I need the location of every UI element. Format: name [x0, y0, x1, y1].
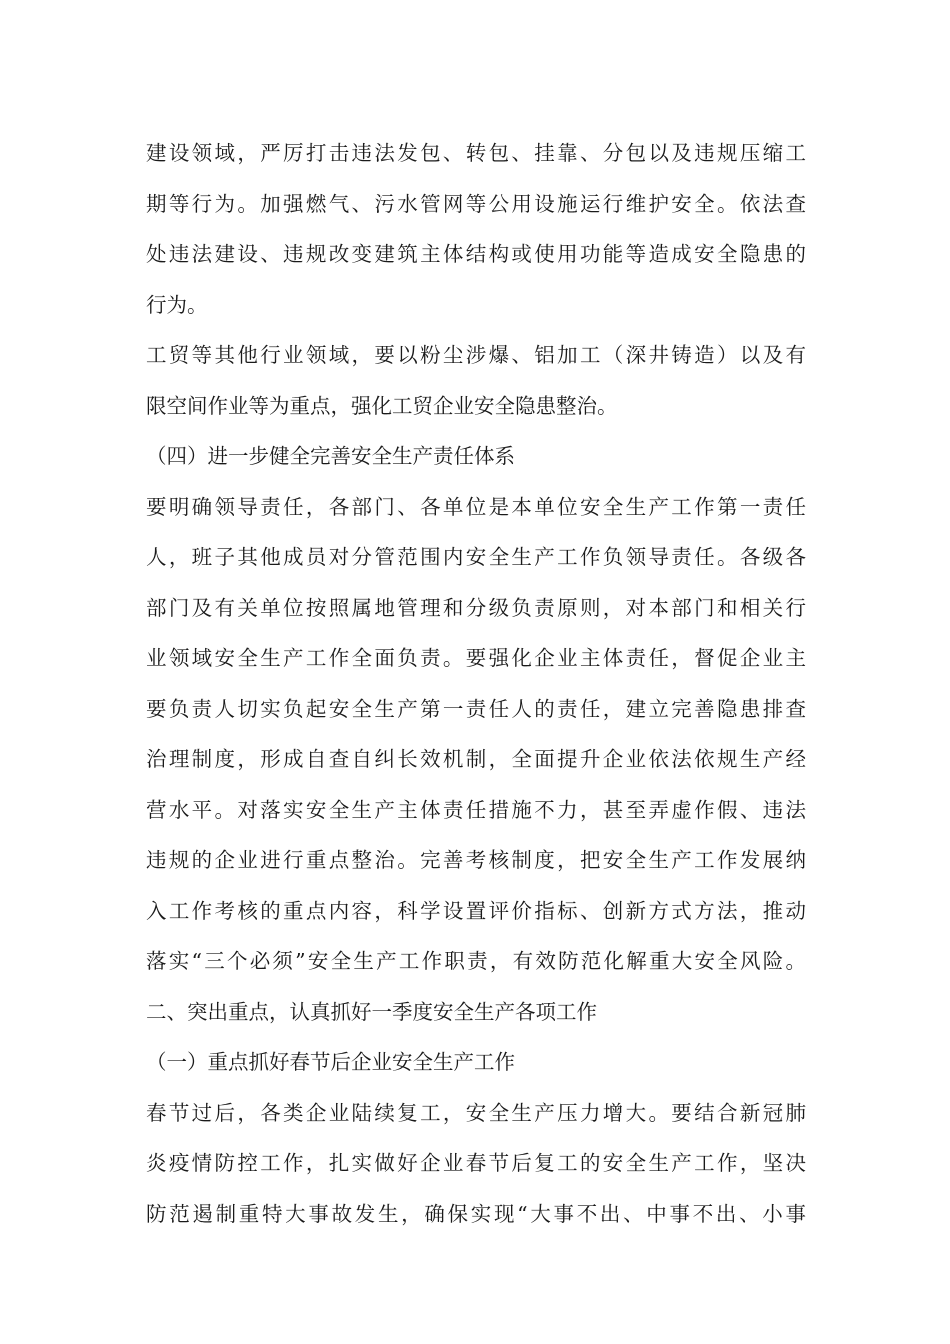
text-line: 炎疫情防控工作，扎实做好企业春节后复工的安全生产工作，坚决 — [146, 1151, 806, 1175]
text-line: 落实“三个必须”安全生产工作职责，有效防范化解重大安全风险。 — [146, 949, 806, 973]
text-line: 部门及有关单位按照属地管理和分级负责原则，对本部门和相关行 — [146, 595, 806, 620]
text-line: 营水平。对落实安全生产主体责任措施不力，甚至弄虚作假、违法 — [146, 797, 806, 822]
text-line: 行为。 — [146, 292, 208, 317]
text-line: （一）重点抓好春节后企业安全生产工作 — [146, 1050, 515, 1074]
text-line: 入工作考核的重点内容，科学设置评价指标、创新方式方法，推动 — [146, 898, 806, 923]
document-body — [146, 128, 806, 1239]
text-line: 业领域安全生产工作全面负责。要强化企业主体责任，督促企业主 — [146, 646, 806, 670]
text-line: 处违法建设、违规改变建筑主体结构或使用功能等造成安全隐患的 — [146, 242, 806, 266]
text-line: 要负责人切实负起安全生产第一责任人的责任，建立完善隐患排查 — [146, 696, 806, 721]
text-line: 治理制度，形成自查自纠长效机制，全面提升企业依法依规生产经 — [146, 747, 806, 771]
text-line: 期等行为。加强燃气、污水管网等公用设施运行维护安全。依法查 — [146, 191, 806, 216]
text-line: 要明确领导责任，各部门、各单位是本单位安全生产工作第一责任 — [146, 494, 806, 519]
text-line: 建设领域，严厉打击违法发包、转包、挂靠、分包以及违规压缩工 — [146, 141, 806, 165]
text-line: 违规的企业进行重点整治。完善考核制度，把安全生产工作发展纳 — [146, 848, 806, 872]
text-line: （四）进一步健全完善安全生产责任体系 — [146, 444, 515, 468]
text-line: 二、突出重点，认真抓好一季度安全生产各项工作 — [146, 999, 597, 1024]
text-line: 工贸等其他行业领域，要以粉尘涉爆、铝加工（深井铸造）以及有 — [146, 343, 806, 367]
text-line: 人，班子其他成员对分管范围内安全生产工作负领导责任。各级各 — [146, 545, 806, 569]
text-line: 限空间作业等为重点，强化工贸企业安全隐患整治。 — [146, 393, 618, 418]
text-line: 春节过后，各类企业陆续复工，安全生产压力增大。要结合新冠肺 — [146, 1100, 806, 1125]
text-line: 防范遏制重特大事故发生，确保实现“大事不出、中事不出、小事 — [146, 1201, 806, 1226]
